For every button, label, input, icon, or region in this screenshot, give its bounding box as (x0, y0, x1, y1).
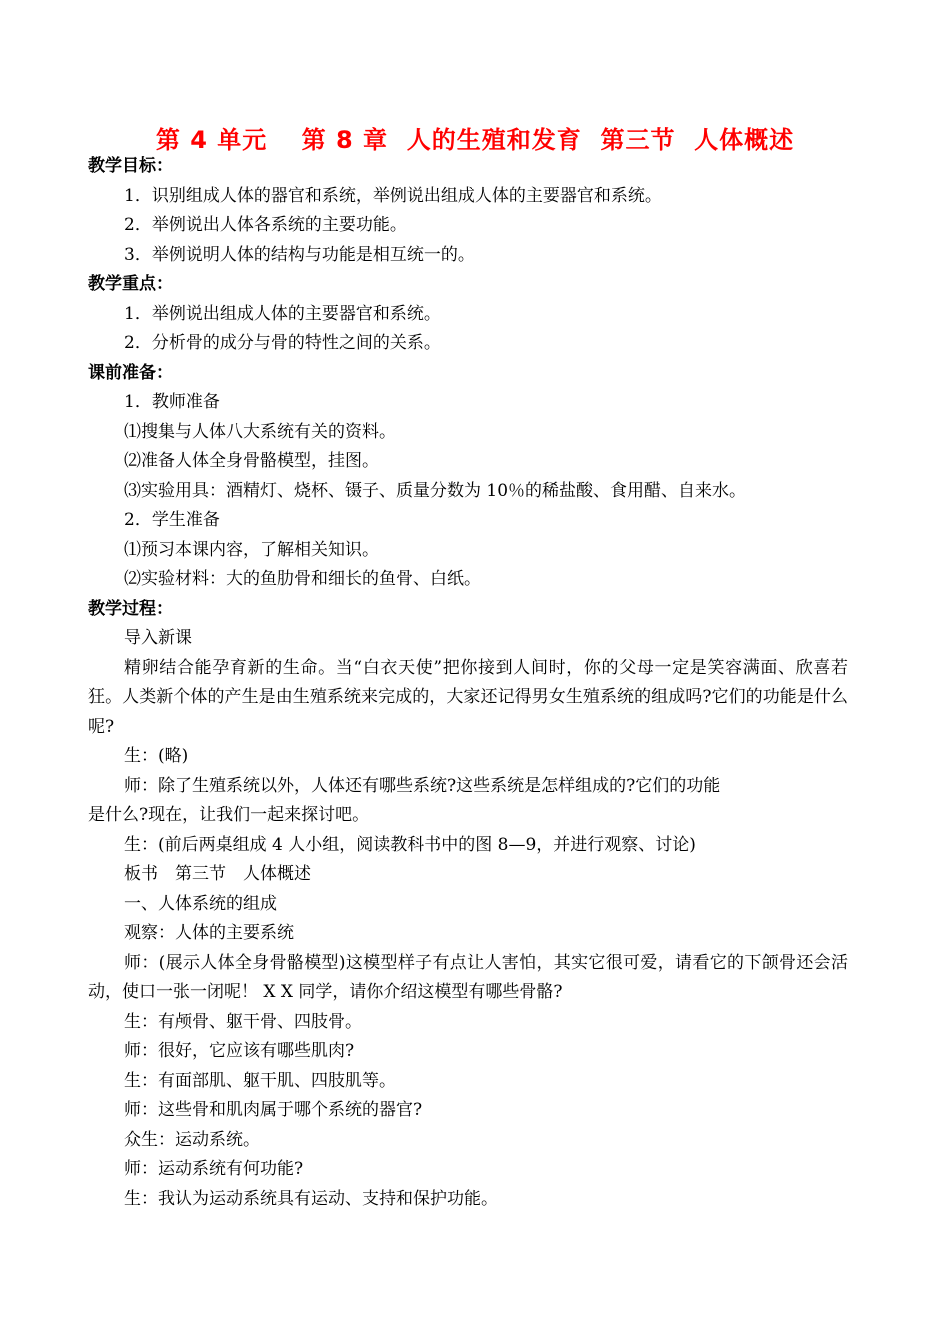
preparation-item: 1．教师准备 (124, 392, 220, 412)
process-paragraph: 生：有颅骨、躯干骨、四肢骨。 (124, 1011, 362, 1032)
objective-item: 3．举例说明人体的结构与功能是相互统一的。 (124, 244, 475, 265)
preparation-item: 2．学生准备 (124, 510, 220, 530)
key-point-item: 2．分析骨的成分与骨的特性之间的关系。 (124, 333, 441, 353)
process-paragraph: 精卵结合能孕育新的生命。当“白衣天使”把你接到人间时，你的父母一定是笑容满面、欣喜若狂。人类新个体的产生是由生殖系统来完成的，大家还记得男女生殖系统的组成吗?它们的功能是什么呢? (88, 657, 848, 737)
objective-item: 1．识别组成人体的器官和系统，举例说出组成人体的主要器官和系统。 (124, 185, 662, 206)
process-paragraph: 生：我认为运动系统具有运动、支持和保护功能。 (124, 1188, 498, 1209)
process-paragraph: 师：很好，它应该有哪些肌肉? (124, 1041, 355, 1061)
key-point-item: 1．举例说出组成人体的主要器官和系统。 (124, 303, 441, 324)
process-paragraph: 师：这些骨和肌肉属于哪个系统的器官? (124, 1100, 423, 1120)
objective-item: 2．举例说出人体各系统的主要功能。 (124, 215, 407, 235)
preparation-item: ⑵实验材料：大的鱼肋骨和细长的鱼骨、白纸。 (124, 569, 481, 589)
process-paragraph: 板书 第三节 人体概述 (124, 864, 311, 884)
process-paragraph: 是什么?现在，让我们一起来探讨吧。 (88, 805, 370, 825)
preparation-item: ⑶实验用具：酒精灯、烧杯、镊子、质量分数为 10％的稀盐酸、食用醋、自来水。 (124, 480, 747, 501)
process-paragraph: 众生：运动系统。 (124, 1129, 260, 1150)
document-body (88, 152, 848, 1214)
process-paragraph: 生：(前后两桌组成 4 人小组，阅读教科书中的图 8—9，并进行观察、讨论) (124, 834, 696, 855)
objectives-heading: 教学目标： (88, 156, 173, 176)
process-paragraph: 一、人体系统的组成 (124, 893, 277, 914)
process-paragraph: 师：除了生殖系统以外，人体还有哪些系统?这些系统是怎样组成的?它们的功能 (124, 775, 721, 796)
page-title: 第 4 单元 第 8 章 人的生殖和发育 第三节 人体概述 (155, 126, 795, 154)
process-heading: 教学过程： (88, 598, 173, 619)
process-paragraph: 导入新课 (124, 628, 192, 648)
process-paragraph: 师：运动系统有何功能? (124, 1159, 304, 1179)
preparation-item: ⑵准备人体全身骨骼模型，挂图。 (124, 451, 379, 471)
preparation-heading: 课前准备： (88, 362, 173, 383)
preparation-item: ⑴预习本课内容，了解相关知识。 (124, 539, 379, 560)
process-paragraph: 观察：人体的主要系统 (124, 923, 294, 943)
process-paragraph: 生：(略) (124, 746, 189, 766)
process-paragraph: 生：有面部肌、躯干肌、四肢肌等。 (124, 1070, 396, 1091)
preparation-item: ⑴搜集与人体八大系统有关的资料。 (124, 421, 396, 442)
key-points-heading: 教学重点： (88, 274, 173, 294)
process-paragraph: 师：(展示人体全身骨骼模型)这模型样子有点让人害怕，其实它很可爱，请看它的下颌骨还会活动，使口一张一闭呢！ X X 同学，请你介绍这模型有哪些骨骼? (88, 952, 848, 1002)
